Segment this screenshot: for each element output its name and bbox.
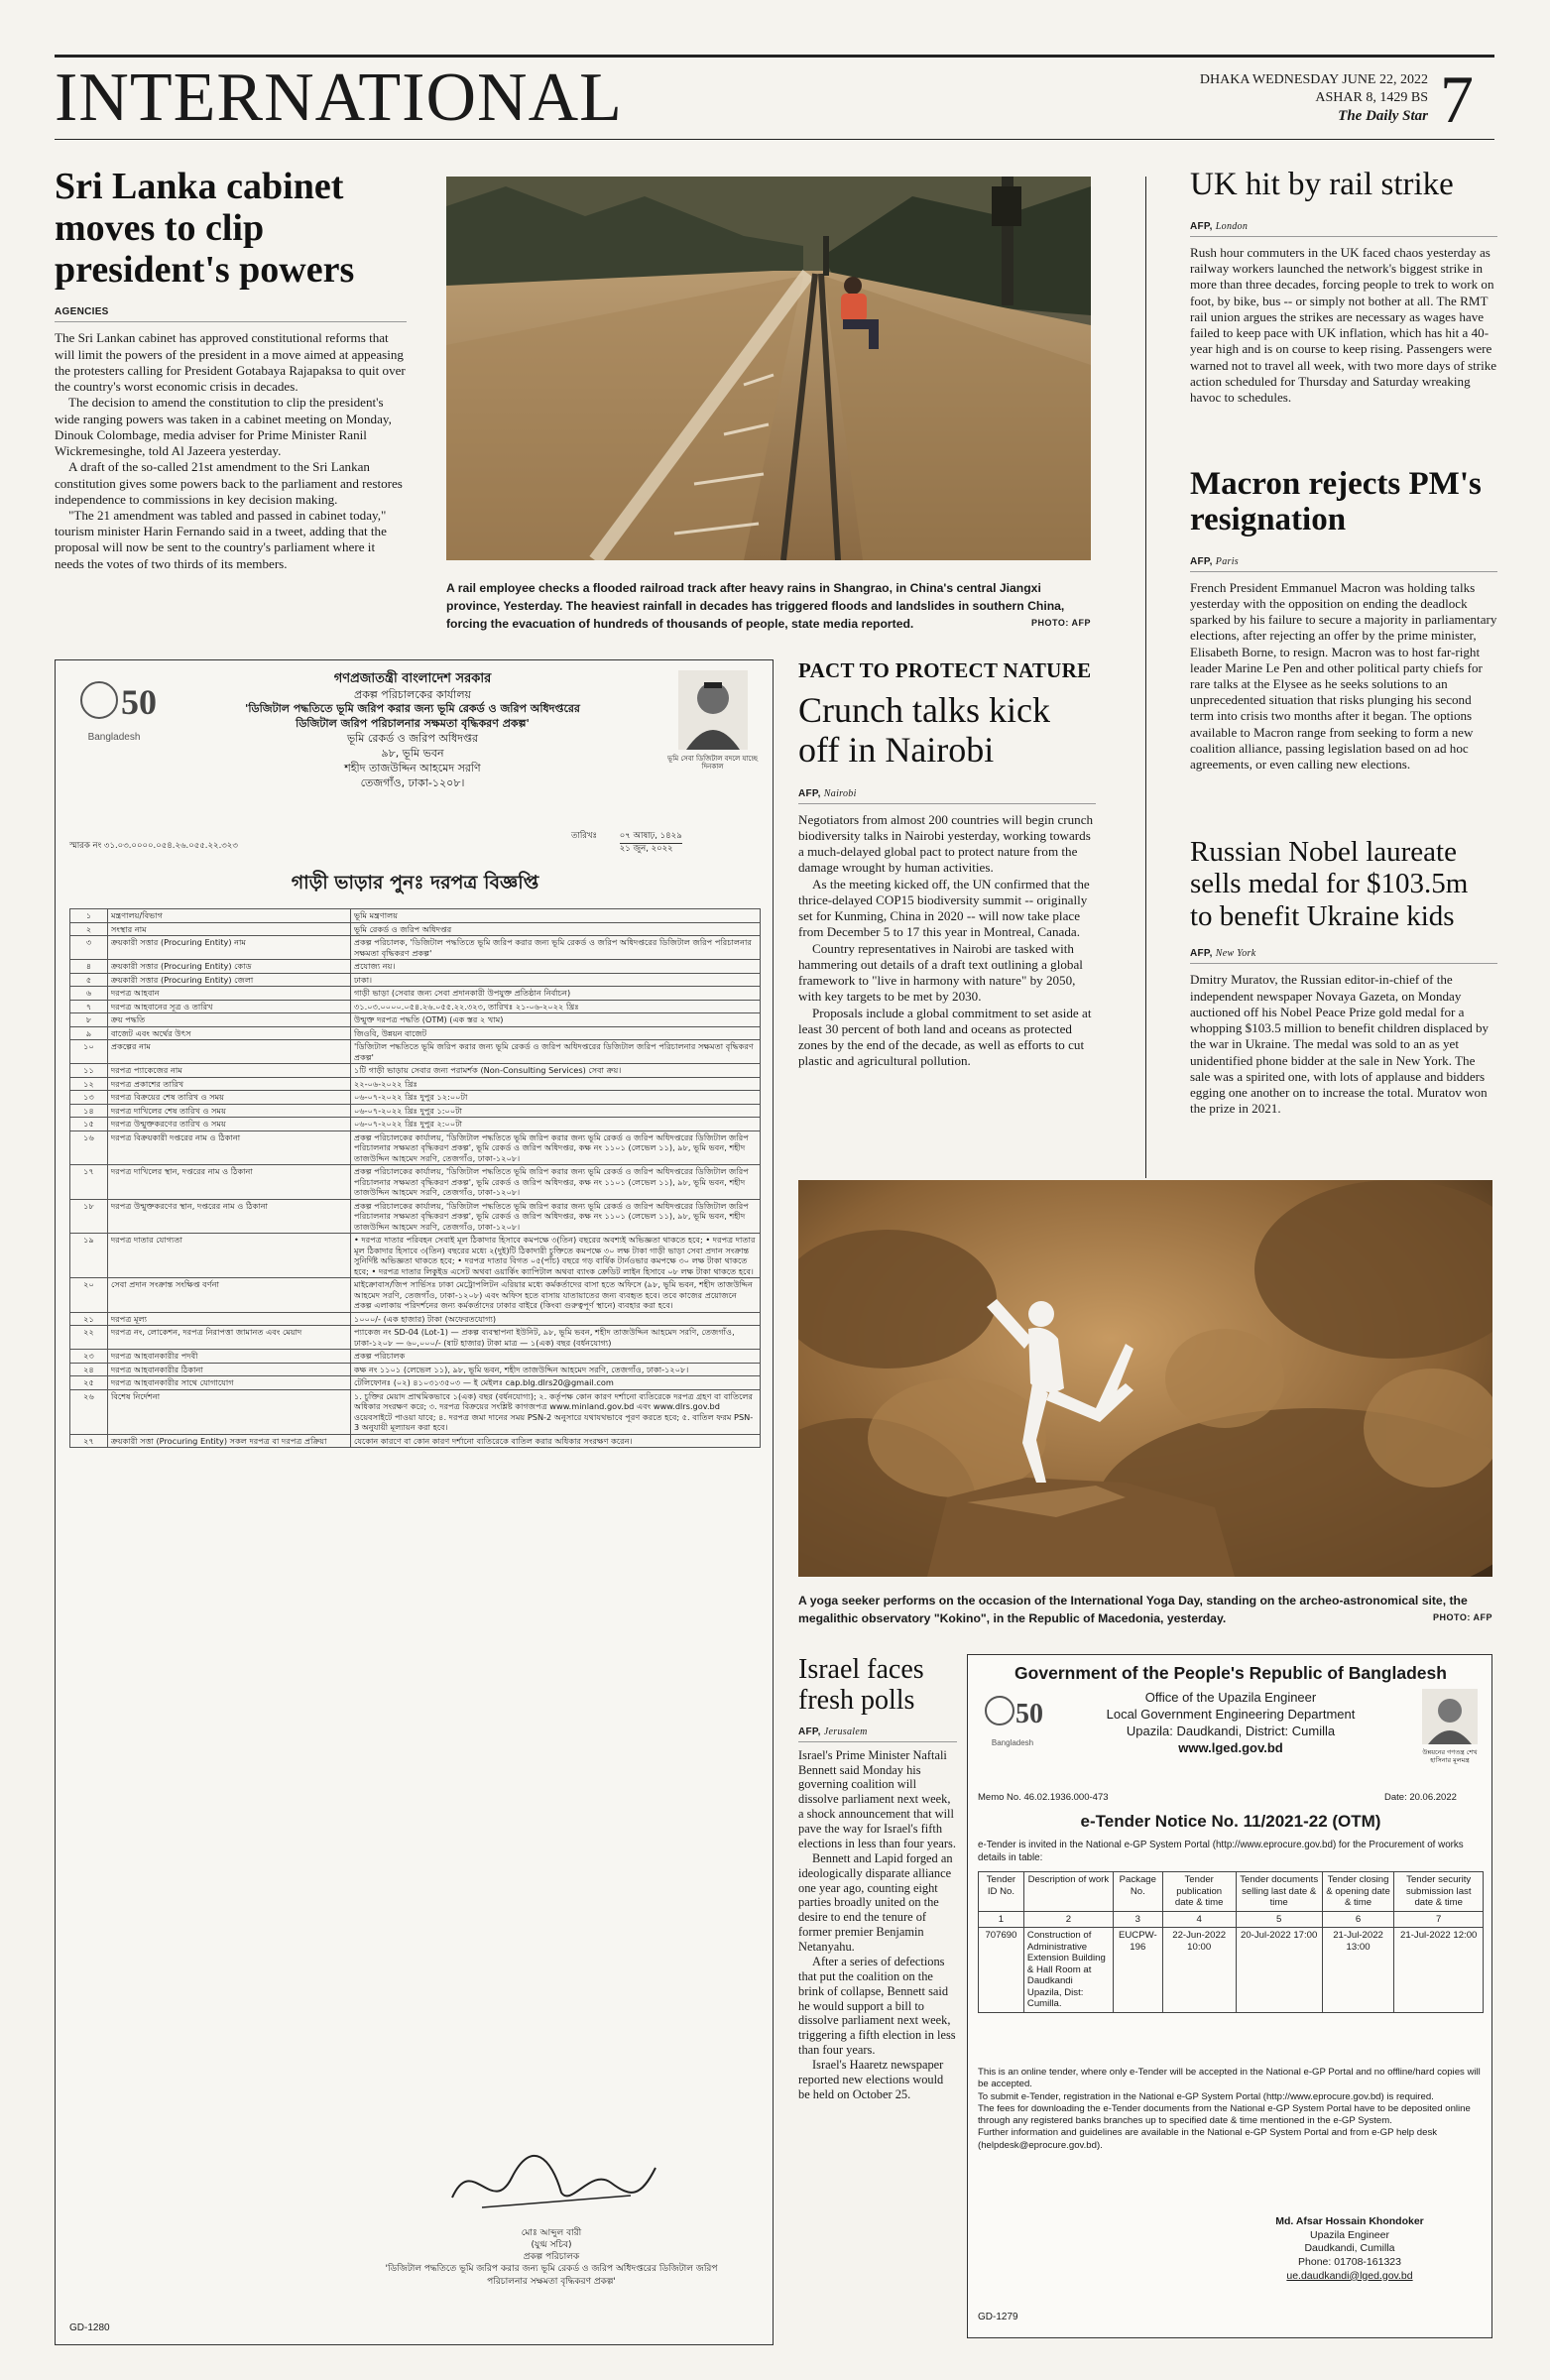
ad-right-date: Date: 20.06.2022 [1384, 1792, 1457, 1803]
nature-byline [798, 788, 1096, 804]
portrait-caption: ভূমি সেবা ডিজিটাল বদলে যাচ্ছে দিনকাল [667, 755, 758, 772]
ad-left-h7: তেজগাঁও, ঢাকা-১২০৮। [360, 775, 465, 789]
num-cell: 1 [979, 1911, 1024, 1928]
nature-p4: Proposals include a global commitment to set aside at least 30 percent of both land and oceans as protected zones by the end of the decade, as well as efforts to cut plastic and agricultural pollution. [798, 1005, 1092, 1069]
row-key: দরপত্র আহবানকারীর পদবী [108, 1350, 351, 1364]
row-number: ১৯ [70, 1234, 108, 1278]
row-value: ১টি গাড়ী ভাড়ায় সেবার জন্য পরামর্শক (Non-Consulting Services) সেবা ক্রয়। [351, 1064, 761, 1078]
ad-left-row [70, 1104, 761, 1118]
ad-right-notes [978, 2067, 1484, 2152]
signatory-project: 'ডিজিটাল পদ্ধতিতে ভূমি জরিপ করার জন্য ভূমি রেকর্ড ও জরিপ অধিদপ্তরের ডিজিটাল জরিপ পরিচালনার সক্ষমতা বৃদ্ধিকরণ প্রকল্প' [385, 2264, 718, 2287]
row-value: যেকোন কারণে বা কোন কারণ দর্শানো ব্যতিরেকে বাতিল করার অধিকার সংরক্ষণ করেন। [351, 1434, 761, 1448]
macron-city: Paris [1215, 555, 1239, 567]
ad-left-row [70, 1389, 761, 1434]
ad-left-h6: শহীদ তাজউদ্দিন আহমেদ সরণি [344, 761, 481, 774]
ad-right-table-wrap [978, 1871, 1484, 2013]
ad-right-emblem [978, 1689, 1047, 1747]
ad-left-row [70, 987, 761, 1001]
flood-photo-image [446, 177, 1091, 560]
portrait-image [678, 670, 748, 750]
cell-selling: 20-Jul-2022 17:00 [1236, 1928, 1322, 2013]
row-value: ঢাকা। [351, 973, 761, 987]
row-key: দরপত্র বিক্রয়কারী দপ্তরের নাম ও ঠিকানা [108, 1130, 351, 1165]
lged-etender-ad [967, 1654, 1492, 2338]
nobel-article [1190, 836, 1497, 1118]
nature-p1: Negotiators from almost 200 countries will begin crunch biodiversity talks in Nairobi yesterday, working towards a much-delayed global pact to protect nature from the damage wrought by human activities. [798, 811, 1094, 876]
row-key: দরপত্র প্রকাশের তারিখ [108, 1077, 351, 1091]
row-key: ক্রয়কারী সত্তা (Procuring Entity) সকল দরপত্র বা দরপত্র প্রক্রিয়া [108, 1434, 351, 1448]
row-value: ২২-০৬-২০২২ খ্রিঃ [351, 1077, 761, 1091]
flood-credit: PHOTO: AFP [1030, 618, 1091, 628]
row-number: ২৩ [70, 1350, 108, 1364]
ad-right-notice: e-Tender Notice No. 11/2021-22 (OTM) [1080, 1812, 1381, 1831]
nature-kicker: PACT TO PROTECT NATURE [798, 658, 1092, 682]
israel-p3: After a series of defections that put the coalition on the brink of collapse, Bennett said he would support a bill to dissolve parliament next week, triggering a fifth election in less than four years. [798, 1954, 956, 2058]
yoga-caption: A yoga seeker performs on the occasion of the International Yoga Day, standing on the archeo-astronomical site, the megalithic observatory "Kokino", in the Republic of Macedonia, yesterday. [798, 1594, 1468, 1625]
row-value: • দরপত্র দাতার পরিবহন সেবাই মূল ঠিকাদার হিসাবে কমপক্ষে ৩(তিন) বছরের অবশ্যই অভিজ্ঞতা থাকতে হবে; • দরপত্র দাতার মূল ঠিকাদার হিসাবে ৩(তিন) বছরের মধ্যে ২(দুই)টি ঠিকাদারী চুক্তিতে কমপক্ষে ৩০ লক্ষ টাকা গাড়ী ভাড়া সেবা প্রদান সংক্রান্ত সুনির্দিষ্ট অভিজ্ঞতা থাকতে হবে; • দরপত্র দাতার বিগত ০৫(পাঁচ) বছরে গড় বার্ষিক টার্নওভার কমপক্ষে ৩০ লক্ষ টাকা থাকতে হবে; • দরপত্র দাতার লিকুইড এসেট অথবা ওয়ার্কিং ক্যাপিটাল অথবা ব্যাংক ক্রেডিট লাইন হিসাবে ০৮ লক্ষ টাকা থাকতে হবে। [351, 1234, 761, 1278]
ad-right-emblem-text: Bangladesh [991, 1738, 1034, 1747]
row-value: ০৬-০৭-২০২২ খ্রিঃ দুপুর ২:০০টা [351, 1118, 761, 1131]
signatory-grade: (যুগ্ম সচিব) [531, 2240, 572, 2251]
nature-body [798, 812, 1096, 1070]
row-key: দরপত্র আহবানকারীর সাথে যোগাযোগ [108, 1376, 351, 1390]
row-number: ৪ [70, 960, 108, 974]
row-key: দরপত্র আহবানকারীর ঠিকানা [108, 1363, 351, 1376]
nobel-city: New York [1215, 948, 1256, 960]
israel-body [798, 1748, 957, 2102]
row-number: ২২ [70, 1326, 108, 1350]
column-rule [1145, 177, 1146, 1178]
srilanka-p1: The Sri Lankan cabinet has approved constitutional reforms that will limit the powers of the president in a move aimed at appeasing the protesters calling for President Gotabaya Rajapaksa to quit over the country's worst economic crisis in decades. [55, 330, 406, 395]
row-value: প্রযোজ্য নয়। [351, 960, 761, 974]
ad-right-note-2: To submit e-Tender, registration in the National e-GP System Portal (http://www.eprocure.gov.bd) is required. [978, 2090, 1434, 2102]
th-security: Tender security submission last date & time [1394, 1872, 1484, 1912]
cell-closing: 21-Jul-2022 13:00 [1322, 1928, 1394, 2013]
yoga-credit: PHOTO: AFP [1432, 1612, 1492, 1622]
row-value: মাইক্রোবাস/জিপ সার্ভিসঃ ঢাকা মেট্রোপলিটন এরিয়ার মধ্যে কর্মকর্তাদের বাসা হতে অফিসে (৯৮, ভূমি ভবন, শহীদ তাজউদ্দিন আহমেদ সরণি, তেজগাঁও, ঢাকা-১২০৮) এবং অফিস হতে বাসায় যাতায়াতের জন্য ব্যবহৃত হবে। তবে কাজের প্রয়োজনে প্রকল্প এলাকায় পরিদর্শনের জন্য কর্মকর্তাদের ঢাকার বাইরে (কিংবা গুরুত্বপূর্ণ স্থানে) ব্যবহার করা হবে। [351, 1278, 761, 1313]
num-cell: 5 [1236, 1911, 1322, 1928]
row-value: ০৬-০৭-২০২২ খ্রিঃ দুপুর ১:০০টা [351, 1104, 761, 1118]
nobel-body [1190, 972, 1497, 1117]
row-key: দরপত্র উন্মুক্তকরণের তারিখ ও সময় [108, 1118, 351, 1131]
row-value: প্রকল্প পরিচালক, 'ডিজিটাল পদ্ধতিতে ভূমি জরিপ করার জন্য ভূমি রেকর্ড ও জরিপ অধিদপ্তরের ডিজিটাল জরিপ পরিচালনার সক্ষমতা বৃদ্ধিকরণ প্রকল্প' [351, 936, 761, 960]
israel-byline [798, 1726, 957, 1742]
macron-body [1190, 580, 1497, 774]
ad-right-header-row [979, 1872, 1484, 1912]
land-survey-tender-ad [55, 659, 774, 2345]
row-number: ৩ [70, 936, 108, 960]
ad-right-memo: Memo No. 46.02.1936.000-473 [978, 1792, 1109, 1803]
nobel-headline: Russian Nobel laureate sells medal for $103.5m to benefit Ukraine kids [1190, 836, 1469, 932]
israel-p2: Bennett and Lapid forged an ideologically disparate alliance one year ago, counting eight parties broadly united on the desire to end the tenure of former premier Benjamin Netanyahu. [798, 1850, 953, 1955]
uk-article [1190, 167, 1497, 406]
row-key: দরপত্র আহবানের সূত্র ও তারিখ [108, 1000, 351, 1013]
row-number: ১৮ [70, 1199, 108, 1234]
section-title: INTERNATIONAL [55, 60, 623, 136]
macron-byline [1190, 556, 1497, 572]
srilanka-p4: "The 21 amendment was tabled and passed in cabinet today," tourism minister Harin Fernando said in a tweet, adding that the proposal will now be sent to the country's parliament where it needs the votes of two thirds of its members. [55, 507, 387, 571]
ad-right-l1: Local Government Engineering Department [1106, 1707, 1356, 1723]
ad-left-h4: ভূমি রেকর্ড ও জরিপ অধিদপ্তর [346, 732, 479, 746]
ad-left-title: গাড়ী ভাড়ার পুনঃ দরপত্র বিজ্ঞপ্তি [291, 872, 539, 893]
ad-right-phone: Phone: 01708-161323 [1298, 2255, 1401, 2268]
num-cell: 6 [1322, 1911, 1394, 1928]
flood-caption-block [446, 579, 1091, 633]
israel-headline: Israel faces fresh polls [798, 1654, 924, 1717]
ad-right-header [1057, 1689, 1404, 1757]
signatory-block [383, 2227, 720, 2288]
ad-right-data-row [979, 1928, 1484, 2013]
signature [442, 2148, 660, 2217]
uk-byline [1190, 221, 1497, 237]
ad-left-row [70, 1199, 761, 1234]
ad-left-h2: 'ডিজিটাল পদ্ধতিতে ভূমি জরিপ করার জন্য ভূমি রেকর্ড ও জরিপ অধিদপ্তরের [245, 702, 580, 716]
ad-left-row [70, 1064, 761, 1078]
ad-left-row [70, 1040, 761, 1064]
ad-left-row [70, 1312, 761, 1326]
row-number: ৭ [70, 1000, 108, 1013]
dateline-block [1091, 71, 1428, 126]
row-number: ১৬ [70, 1130, 108, 1165]
cell-description: Construction of Administrative Extension Building & Hall Room at Daudkandi Upazila, Dist: Cumilla. [1023, 1928, 1113, 2013]
row-number: ২৭ [70, 1434, 108, 1448]
row-key: প্রকল্পের নাম [108, 1040, 351, 1064]
ad-right-code: GD-1279 [978, 2312, 1018, 2322]
ad-left-h5: ৯৮, ভূমি ভবন [381, 746, 444, 760]
ad-right-signer: Md. Afsar Hossain Khondoker [1275, 2215, 1424, 2227]
row-key: সেবা প্রদান সংক্রান্ত সংক্ষিপ্ত বর্ণনা [108, 1278, 351, 1313]
th-selling: Tender documents selling last date & time [1236, 1872, 1322, 1912]
portrait-block [665, 670, 760, 772]
srilanka-article [55, 167, 407, 572]
row-value: প্যাকেজ নং SD-04 (Lot-1) — প্রকল্প ব্যবস্থাপনা ইউনিট, ৯৮, ভূমি ভবন, শহীদ তাজউদ্দিন আহমেদ সরণি, তেজগাঁও, ঢাকা-১২০৮ — ৬০,০০০/- (ষাট হাজার) টাকা মাত্র — ১(এক) বছর (বর্ধনযোগ্য) [351, 1326, 761, 1350]
row-key: দরপত্র দাতার যোগ্যতা [108, 1234, 351, 1278]
nature-article [798, 659, 1096, 1069]
row-value: ভূমি রেকর্ড ও জরিপ অধিদপ্তর [351, 922, 761, 936]
ad-left-row [70, 1350, 761, 1364]
row-number: ২৪ [70, 1363, 108, 1376]
ad-right-title: Government of the People's Republic of Bangladesh [1014, 1663, 1447, 1683]
row-key: দরপত্র নং, লোকেশন, দরপত্র নিরাপত্তা জামানত এবং মেয়াদ [108, 1326, 351, 1350]
ad-left-date-label: তারিখঃ [571, 831, 598, 841]
flood-photo [446, 177, 1091, 560]
ad-left-h1: প্রকল্প পরিচালকের কার্যালয় [354, 687, 471, 701]
emblem-50-logo [69, 672, 159, 742]
ad-left-row [70, 1165, 761, 1200]
ad-right-intro: e-Tender is invited in the National e-GP System Portal (http://www.eprocure.gov.bd) for the Procurement of works details in table: [978, 1840, 1464, 1863]
ad-left-row [70, 909, 761, 923]
row-value: উন্মুক্ত দরপত্র পদ্ধতি (OTM) (এক স্তর ২ খাম) [351, 1013, 761, 1027]
ad-left-table-wrap [69, 908, 761, 1448]
row-number: ৫ [70, 973, 108, 987]
nature-city: Nairobi [823, 787, 857, 799]
row-number: ২৫ [70, 1376, 108, 1390]
ad-left-row [70, 1130, 761, 1165]
row-number: ৯ [70, 1026, 108, 1040]
num-cell: 7 [1394, 1911, 1484, 1928]
ad-left-row [70, 960, 761, 974]
row-key: দরপত্র আহবান [108, 987, 351, 1001]
uk-agency: AFP, [1190, 220, 1213, 232]
ad-left-row [70, 922, 761, 936]
row-value: ১০০০/- (এক হাজার) টাকা (অফেরতযোগ্য) [351, 1312, 761, 1326]
dateline: DHAKA WEDNESDAY JUNE 22, 2022 [1199, 72, 1428, 87]
ad-left-row [70, 1013, 761, 1027]
row-number: ৬ [70, 987, 108, 1001]
th-publication: Tender publication date & time [1162, 1872, 1236, 1912]
row-key: দরপত্র উন্মুক্তকরণের স্থান, দপ্তরের নাম ও ঠিকানা [108, 1199, 351, 1234]
svg-text:50: 50 [1015, 1699, 1043, 1729]
ad-right-signer-block [1216, 2215, 1484, 2283]
ad-right-l0: Office of the Upazila Engineer [1144, 1690, 1317, 1705]
nobel-agency: AFP, [1190, 948, 1213, 960]
row-key: ক্রয় পদ্ধতি [108, 1013, 351, 1027]
row-number: ২৬ [70, 1389, 108, 1434]
row-key: ক্রয়কারী সত্তার (Procuring Entity) নাম [108, 936, 351, 960]
uk-city: London [1215, 220, 1249, 232]
row-number: ১২ [70, 1077, 108, 1091]
ad-left-row [70, 936, 761, 960]
israel-p1: Israel's Prime Minister Naftali Bennett said Monday his governing coalition will dissolve parliament next week, a shock announcement that will pave the way for Israel's fifth elections in less than four years. [798, 1747, 956, 1850]
emblem-50-icon [69, 672, 159, 727]
row-number: ৮ [70, 1013, 108, 1027]
th-package: Package No. [1113, 1872, 1162, 1912]
row-key: বিশেষ নির্দেশনা [108, 1389, 351, 1434]
srilanka-headline: Sri Lanka cabinet moves to clip president's powers [55, 166, 355, 291]
row-value: জিওবি, উন্নয়ন বাজেট [351, 1026, 761, 1040]
ad-left-row [70, 1026, 761, 1040]
page-number: 7 [1440, 61, 1474, 137]
ad-left-row [70, 1376, 761, 1390]
nobel-p1: Dmitry Muratov, the Russian editor-in-chief of the independent newspaper Novaya Gazeta, on Monday auctioned off his Nobel Peace Prize gold medal for a whopping $103.5 million to benefit children displaced by the war in Ukraine. The medal was sold to an as yet unidentified phone bidder at the sale in New York. The sale was a spirited one, with lots of applause and bidders egging one another on to increase the total. Muratov won the prize in 2021. [1190, 972, 1490, 1117]
row-key: দরপত্র প্যাকেজের নাম [108, 1064, 351, 1078]
row-key: বাজেট এবং অর্থের উৎস [108, 1026, 351, 1040]
ad-left-h3: ডিজিটাল জরিপ পরিচালনার সক্ষমতা বৃদ্ধিকরণ প্রকল্প' [296, 717, 530, 731]
ad-right-email: ue.daudkandi@lged.gov.bd [1286, 2269, 1413, 2282]
macron-agency: AFP, [1190, 555, 1213, 567]
ad-left-row [70, 1077, 761, 1091]
ad-right-note-4: Further information and guidelines are available in the National e-GP System Portal and from e-GP help desk (helpdesk@eprocure.gov.bd). [978, 2127, 1438, 2151]
row-key: দরপত্র দাখিলের শেষ তারিখ ও সময় [108, 1104, 351, 1118]
row-key: সংস্থার নাম [108, 922, 351, 936]
ad-left-table [69, 908, 761, 1448]
paper-name: The Daily Star [1338, 107, 1428, 124]
ad-right-note-3: The fees for downloading the e-Tender documents from the National e-GP System Portal have to be deposited online through any registered banks branches up to specified date & time mentioned in the e-GP System. [978, 2102, 1471, 2127]
ad-left-row [70, 1326, 761, 1350]
num-cell: 4 [1162, 1911, 1236, 1928]
row-value: গাড়ী ভাড়া (সেবার জন্য সেবা প্রদানকারী উপযুক্ত প্রতিষ্ঠান নির্বাচন) [351, 987, 761, 1001]
row-number: ১৩ [70, 1091, 108, 1105]
cell-package: EUCPW-196 [1113, 1928, 1162, 2013]
nature-p2: As the meeting kicked off, the UN confirmed that the thrice-delayed COP15 biodiversity summit -- originally set for Kunming, China in 2020 -- will now take place from December 5 to 17 this year in Montreal, Canada. [798, 876, 1090, 940]
ad-right-note-1: This is an online tender, where only e-Tender will be accepted in the National e-GP Portal and no offline/hard copies will be accepted. [978, 2067, 1481, 2090]
row-number: ১৪ [70, 1104, 108, 1118]
ad-left-code: GD-1280 [69, 2322, 110, 2333]
num-cell: 2 [1023, 1911, 1113, 1928]
srilanka-p3: A draft of the so-called 21st amendment to the Sri Lankan constitution gives some powers back to the parliament and restores independence to commissions in key decision making. [55, 459, 403, 507]
row-value: টেলিফোনঃ (০২) ৪১০৩১৩৫০৩ — ই মেইলঃ cap.blg.dlrs20@gmail.com [351, 1376, 761, 1390]
row-value: প্রকল্প পরিচালকের কার্যালয়, 'ডিজিটাল পদ্ধতিতে ভূমি জরিপ করার জন্য ভূমি রেকর্ড ও জরিপ অধিদপ্তরের ডিজিটাল জরিপ পরিচালনার সক্ষমতা বৃদ্ধিকরণ প্রকল্প', ভূমি রেকর্ড ও জরিপ অধিদপ্তর, কক্ষ নং ১১০১ (লেভেল ১১), ৯৮, ভূমি ভবন, শহীদ তাজউদ্দিন আহমেদ সরণি, তেজগাঁও, ঢাকা-১২০৮। [351, 1199, 761, 1234]
row-key: দরপত্র দাখিলের স্থান, দপ্তরের নাম ও ঠিকানা [108, 1165, 351, 1200]
th-description: Description of work [1023, 1872, 1113, 1912]
uk-p1: Rush hour commuters in the UK faced chaos yesterday as railway workers launched the network's biggest strike in more than three decades, forcing people to trek to work on foot, by bike, bus -- or simply not bother at all. The RMT rail union argues the strikes are necessary as wages have failed to keep pace with UK inflation, which has hit a 40-year high and is on course to keep rising. Passengers were warned not to travel all week, with two more days of strike action scheduled for Thursday and Saturday wreaking havoc to schedules. [1190, 244, 1497, 406]
ad-left-row [70, 1118, 761, 1131]
row-number: ১১ [70, 1064, 108, 1078]
ad-left-h0: গণপ্রজাতন্ত্রী বাংলাদেশ সরকার [333, 671, 492, 686]
macron-article [1190, 466, 1497, 773]
ad-right-l2: Upazila: Daudkandi, District: Cumilla [1126, 1724, 1336, 1739]
israel-agency: AFP, [798, 1726, 821, 1737]
cell-tender-id: 707690 [979, 1928, 1024, 2013]
ad-right-num-row [979, 1911, 1484, 1928]
ad-right-signer-place: Daudkandi, Cumilla [1304, 2242, 1395, 2255]
row-key: দরপত্র মূল্য [108, 1312, 351, 1326]
nature-agency: AFP, [798, 787, 821, 799]
srilanka-byline: AGENCIES [55, 306, 407, 322]
row-number: ১ [70, 909, 108, 923]
israel-city: Jerusalem [823, 1726, 868, 1737]
row-number: ২ [70, 922, 108, 936]
row-number: ২১ [70, 1312, 108, 1326]
th-closing: Tender closing & opening date & time [1322, 1872, 1394, 1912]
cell-publication: 22-Jun-2022 10:00 [1162, 1928, 1236, 2013]
nobel-byline [1190, 948, 1497, 964]
srilanka-body [55, 330, 407, 572]
row-key: ক্রয়কারী সত্তার (Procuring Entity) কোড [108, 960, 351, 974]
row-value: 'ডিজিটাল পদ্ধতিতে ভূমি জরিপ করার জন্য ভূমি রেকর্ড ও জরিপ অধিদপ্তরের ডিজিটাল জরিপ পরিচালনার সক্ষমতা বৃদ্ধিকরণ প্রকল্প' [351, 1040, 761, 1064]
row-number: ১৫ [70, 1118, 108, 1131]
ad-left-date1: ০৭ আষাঢ়, ১৪২৯ [620, 831, 682, 844]
row-value: প্রকল্প পরিচালকের কার্যালয়, 'ডিজিটাল পদ্ধতিতে ভূমি জরিপ করার জন্য ভূমি রেকর্ড ও জরিপ অধিদপ্তরের ডিজিটাল জরিপ পরিচালনার সক্ষমতা বৃদ্ধিকরণ প্রকল্প', ভূমি রেকর্ড ও জরিপ অধিদপ্তর, কক্ষ নং ১১০১ (লেভেল ১১), ৯৮, ভূমি ভবন, শহীদ তাজউদ্দিন আহমেদ সরণি, তেজগাঁও, ঢাকা-১২০৮। [351, 1165, 761, 1200]
ad-left-row [70, 1278, 761, 1313]
portrait-image-right [1422, 1689, 1478, 1744]
th-tender-id: Tender ID No. [979, 1872, 1024, 1912]
ad-left-row [70, 1363, 761, 1376]
ad-right-portrait-caption: উন্নয়নের গণতন্ত্র শেখ হাসিনার মূলমন্ত্র [1422, 1748, 1478, 1764]
ad-right-l3: www.lged.gov.bd [1178, 1740, 1283, 1756]
flood-caption: A rail employee checks a flooded railroad track after heavy rains in Shangrao, in China's central Jiangxi province, Yesterday. The heaviest rainfall in decades has triggered floods and landslides in southern China, forcing the evacuation of hundreds of thousands of people, state media reported. [446, 581, 1065, 631]
masthead-bottom-rule [55, 139, 1494, 140]
ad-left-header [175, 670, 651, 790]
ad-left-row [70, 973, 761, 987]
row-key: মন্ত্রণালয়/বিভাগ [108, 909, 351, 923]
signatory-title: প্রকল্প পরিচালক [523, 2252, 580, 2263]
ad-right-table [978, 1871, 1484, 2013]
row-value: প্রকল্প পরিচালকের কার্যালয়, 'ডিজিটাল পদ্ধতিতে ভূমি জরিপ করার জন্য ভূমি রেকর্ড ও জরিপ অধিদপ্তরের ডিজিটাল জরিপ পরিচালনার সক্ষমতা বৃদ্ধিকরণ প্রকল্প', ভূমি রেকর্ড ও জরিপ অধিদপ্তর, কক্ষ নং ১১০১ (লেভেল ১১), ৯৮, ভূমি ভবন, শহীদ তাজউদ্দিন আহমেদ সরণি, তেজগাঁও, ঢাকা-১২০৮। [351, 1130, 761, 1165]
israel-article [798, 1654, 957, 2102]
row-number: ১০ [70, 1040, 108, 1064]
ad-right-signer-title: Upazila Engineer [1310, 2228, 1389, 2241]
top-rule [55, 55, 1494, 58]
yoga-photo-image [798, 1180, 1492, 1577]
ad-left-date2: ২১ জুন, ২০২২ [619, 843, 673, 854]
num-cell: 3 [1113, 1911, 1162, 1928]
emblem-text: Bangladesh [87, 732, 141, 743]
row-value: ৩১.০৩.০০০০.০৫৪.২৬.০৫৫.২২.৩২৩, তারিখঃ ২১-০৬-২০২২ খ্রিঃ [351, 1000, 761, 1013]
macron-headline: Macron rejects PM's resignation [1190, 466, 1482, 538]
bangla-date: ASHAR 8, 1429 BS [1315, 89, 1428, 105]
ad-right-portrait [1414, 1689, 1486, 1765]
emblem-50-icon-right [978, 1689, 1047, 1733]
nature-p3: Country representatives in Nairobi are tasked with hammering out details of a draft text outlining a global framework to "live in harmony with nature" by 2050, with key targets to be met by 2030. [798, 940, 1083, 1005]
macron-p1: French President Emmanuel Macron was holding talks yesterday with the opposition on ending the deadlock sparked by his failure to secure a majority in parliamentary elections, after rejecting an offer by the prime minister, Elisabeth Borne, to resign. Macron was to host far-right leader Marine Le Pen and other political party chiefs for rare talks at the Elysee as he seeks solutions to an unprecedented situation that risks plunging his second term into crisis two months after it began. The options available to Macron range from seeking to form a new coalition alliance, passing legislation based on ad hoc agreements, or even calling new elections. [1190, 579, 1497, 773]
ad-left-row [70, 1000, 761, 1013]
row-value: প্রকল্প পরিচালক [351, 1350, 761, 1364]
yoga-photo [798, 1180, 1492, 1577]
row-number: ২০ [70, 1278, 108, 1313]
ad-left-row [70, 1091, 761, 1105]
ad-left-date [571, 831, 682, 856]
yoga-caption-block [798, 1592, 1492, 1627]
uk-body [1190, 245, 1497, 406]
row-key: দরপত্র বিক্রয়ের শেষ তারিখ ও সময় [108, 1091, 351, 1105]
srilanka-p2: The decision to amend the constitution to clip the president's wide ranging powers was taken in a cabinet meeting on Monday, Dinouk Colombage, media adviser for Prime Minister Ranil Wickremesinghe, told Al Jazeera yesterday. [55, 395, 392, 459]
row-number: ১৭ [70, 1165, 108, 1200]
row-value: ০৬-০৭-২০২২ খ্রিঃ দুপুর ১২:০০টা [351, 1091, 761, 1105]
cell-security: 21-Jul-2022 12:00 [1394, 1928, 1484, 2013]
row-value: ভূমি মন্ত্রণালয় [351, 909, 761, 923]
row-key: ক্রয়কারী সত্তার (Procuring Entity) জেলা [108, 973, 351, 987]
nature-headline: Crunch talks kick off in Nairobi [798, 690, 1050, 771]
row-value: কক্ষ নং ১১০১ (লেভেল ১১), ৯৮, ভূমি ভবন, শহীদ তাজউদ্দিন আহমেদ সরণি, তেজগাঁও, ঢাকা-১২০৮। [351, 1363, 761, 1376]
israel-p4: Israel's Haaretz newspaper reported new elections would be held on October 25. [798, 2058, 944, 2101]
ad-left-row [70, 1434, 761, 1448]
signature-mark [442, 2148, 660, 2217]
uk-headline: UK hit by rail strike [1190, 167, 1454, 202]
ad-left-row [70, 1234, 761, 1278]
signatory-name: মোঃ আব্দুল বারী [521, 2228, 582, 2238]
row-value: ১. চুক্তির মেয়াদ প্রাথমিকভাবে ১(এক) বছর (বর্ধনযোগ্য); ২. কর্তৃপক্ষ কোন কারণ দর্শানো ব্যতিরেকে দরপত্র গ্রহণ বা বাতিলের অধিকার সংরক্ষণ করে; ৩. দরপত্র বিক্রয়ের সংশ্লিষ্ট কাগজপত্র www.minland.gov.bd এবং www.dlrs.gov.bd ওয়েবসাইটে পাওয়া যাবে; ৪. দরপত্র জমা দানের সময় PSN-2 অনুসারে যথাযথভাবে পূরণ করতে হবে; ৫. বাতিল ফরম PSN-3 অনুযায়ী মূল্যায়ন করা হবে। [351, 1389, 761, 1434]
ad-left-memo: স্মারক নং ৩১.০৩.০০০০.০৫৪.২৬.০৫৫.২২.৩২৩ [69, 841, 238, 851]
svg-text:50: 50 [121, 682, 157, 722]
